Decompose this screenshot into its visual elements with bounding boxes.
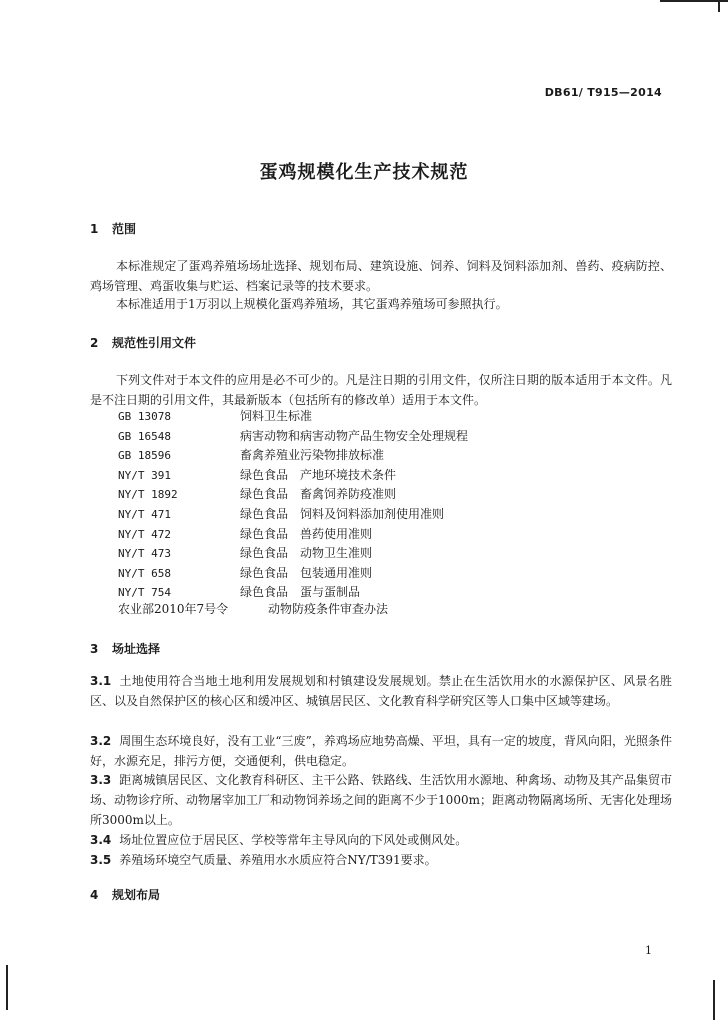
reference-title: 饲料卫生标准 (240, 409, 313, 423)
reference-code: NY/T 1892 (118, 488, 178, 502)
clause-text: 场址位置应位于居民区、学校等常年主导风向的下风处或侧风处。 (119, 833, 468, 847)
section-title: 规划布局 (112, 888, 161, 902)
clause-text: 养殖场环境空气质量、养殖用水水质应符合NY/T391要求。 (119, 853, 437, 867)
document-title: 蛋鸡规模化生产技术规范 (259, 162, 469, 183)
section-2-heading (90, 334, 196, 351)
reference-item-regulation (118, 600, 388, 617)
section-number: 3 (90, 642, 99, 656)
reference-item (118, 564, 468, 584)
page-number: 1 (645, 944, 652, 957)
reference-code: GB 18596 (118, 449, 171, 463)
clause-3-5 (90, 850, 672, 870)
reference-item (118, 525, 468, 545)
reference-title: 绿色食品 产地环境技术条件 (240, 467, 397, 482)
section-title: 范围 (112, 222, 137, 236)
clause-number: 3.1 (90, 674, 112, 688)
section-number: 4 (90, 888, 99, 902)
reference-item (118, 544, 468, 564)
reference-code: NY/T 658 (118, 566, 171, 580)
scan-edge-mark-corner (718, 0, 720, 12)
section-number: 1 (90, 222, 99, 236)
reference-title: 绿色食品 动物卫生准则 (240, 546, 373, 561)
scope-paragraph-1: 本标准规定了蛋鸡养殖场场址选择、规划布局、建筑设施、饲养、饲料及饲料添加剂、兽药、疫病防控、鸡场管理、鸡蛋收集与贮运、档案记录等的技术要求。 (90, 259, 672, 293)
clause-3-1 (90, 671, 672, 711)
reference-code: NY/T 473 (118, 547, 171, 561)
section-1-heading (90, 220, 136, 237)
clause-3-2 (90, 731, 672, 771)
reference-code: NY/T 391 (118, 468, 171, 482)
reference-item (118, 466, 468, 486)
reference-title: 动物防疫条件审查办法 (268, 602, 389, 616)
reference-item (118, 446, 468, 466)
clause-number: 3.2 (90, 734, 112, 748)
reference-code: GB 16548 (118, 429, 171, 443)
section-title: 场址选择 (112, 642, 161, 656)
clause-number: 3.4 (90, 833, 112, 847)
reference-code: NY/T 754 (118, 586, 171, 599)
reference-item (118, 485, 468, 505)
clause-number: 3.3 (90, 773, 112, 787)
standard-code: DB61/ T915—2014 (544, 86, 662, 99)
reference-title: 畜禽养殖业污染物排放标准 (240, 448, 385, 463)
clause-text: 土地使用符合当地土地利用发展规划和村镇建设发展规划。禁止在生活饮用水的水源保护区、风景名胜区、以及自然保护区的核心区和缓冲区、城镇居民区、文化教育科学研究区等人口集中区域等建场。 (90, 674, 672, 708)
reference-title: 绿色食品 畜禽饲养防疫准则 (240, 487, 397, 502)
references-intro: 下列文件对于本文件的应用是必不可少的。凡是注日期的引用文件，仅所注日期的版本适用于本文件。凡是不注日期的引用文件，其最新版本（包括所有的修改单）适用于本文件。 (90, 373, 672, 407)
reference-item (118, 407, 468, 427)
reference-code: NY/T 472 (118, 527, 171, 541)
reference-title: 绿色食品 蛋与蛋制品 (240, 585, 361, 599)
reference-title: 病害动物和病害动物产品生物安全处理规程 (240, 428, 469, 443)
scan-edge-mark-left (6, 965, 8, 1010)
section-title: 规范性引用文件 (112, 336, 197, 350)
section-4-heading (90, 886, 160, 903)
reference-title: 绿色食品 兽药使用准则 (240, 526, 373, 541)
section-3-heading (90, 640, 160, 657)
reference-title: 绿色食品 饲料及饲料添加剂使用准则 (240, 506, 445, 521)
clause-number: 3.5 (90, 853, 112, 867)
reference-title: 绿色食品 包装通用准则 (240, 565, 373, 580)
section-number: 2 (90, 336, 99, 350)
clause-3-3 (90, 770, 672, 830)
reference-list (118, 407, 468, 583)
clause-text: 周围生态环境良好，没有工业“三废”，养鸡场应地势高燥、平坦，具有一定的坡度，背风向阳，光照条件好，水源充足，排污方便，交通便利，供电稳定。 (90, 734, 672, 768)
scope-paragraph-2: 本标准适用于1万羽以上规模化蛋鸡养殖场，其它蛋鸡养殖场可参照执行。 (116, 297, 508, 311)
clause-text: 距离城镇居民区、文化教育科研区、主干公路、铁路线、生活饮用水源地、种禽场、动物及其产品集贸市场、动物诊疗所、动物屠宰加工厂和动物饲养场之间的距离不少于1000m；距离动物隔离场所、无害化处理场所3000m以上。 (90, 773, 672, 827)
reference-code: NY/T 471 (118, 507, 171, 521)
scan-edge-mark-right (713, 980, 715, 1020)
reference-item (118, 427, 468, 447)
reference-code: GB 13078 (118, 410, 171, 423)
clause-3-4 (90, 830, 672, 850)
reference-code: 农业部2010年7号令 (118, 602, 229, 616)
reference-item (118, 505, 468, 525)
